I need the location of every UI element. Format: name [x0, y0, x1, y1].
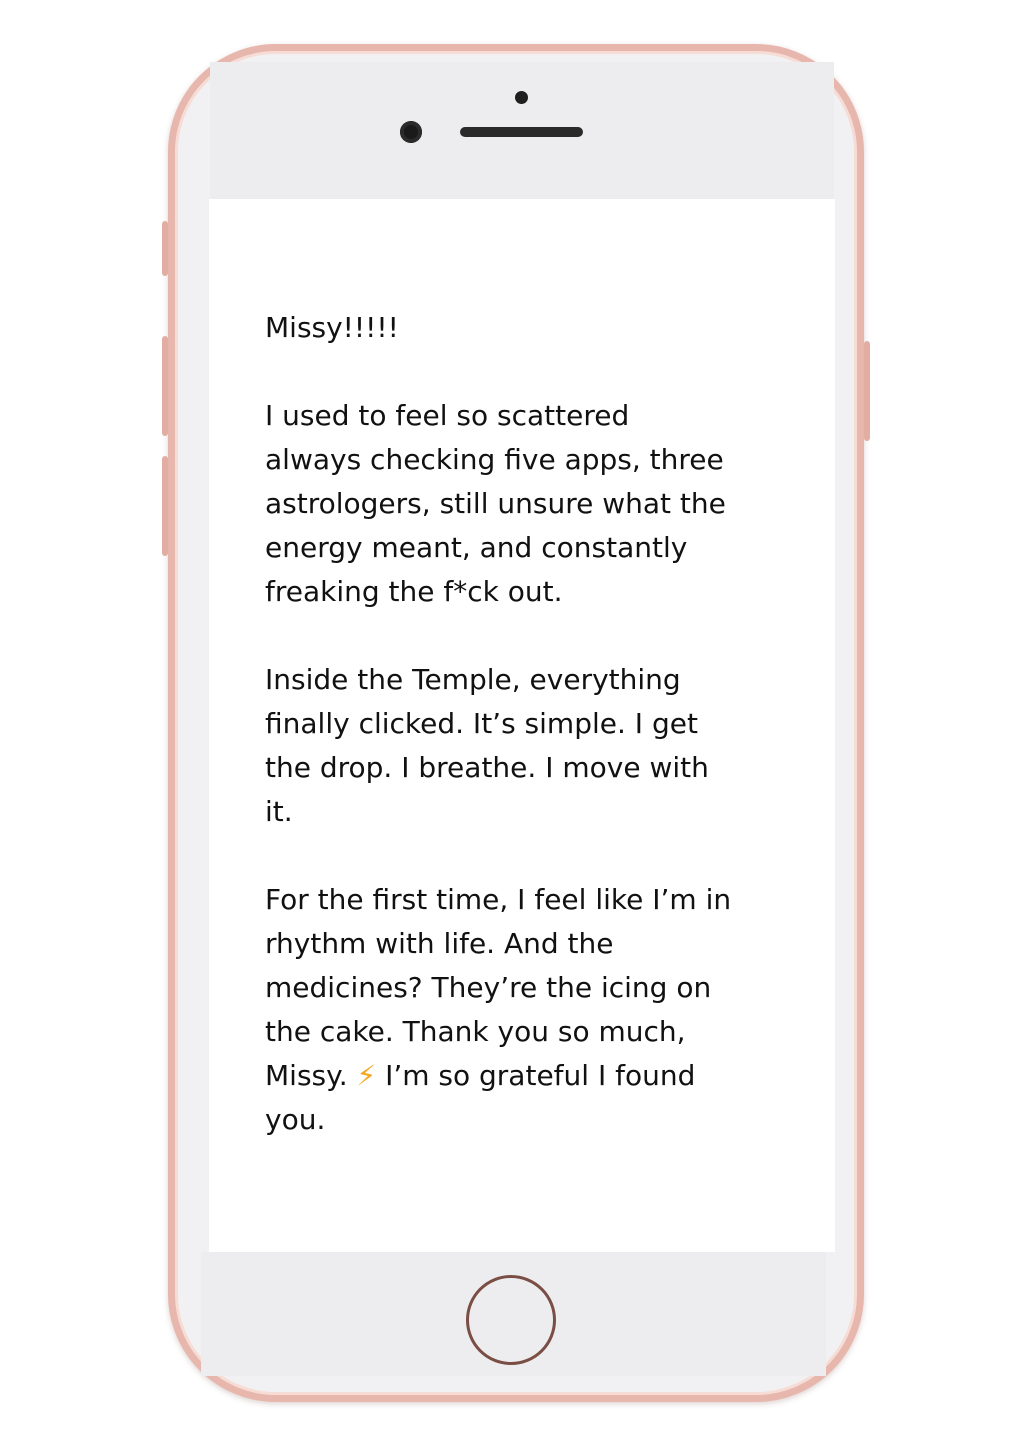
volume-up-button	[162, 336, 168, 436]
lightning-icon: ⚡	[356, 1059, 377, 1092]
message-greeting: Missy!!!!!	[265, 311, 399, 344]
message-paragraph-3-start: For the first time, I feel like I’m in rhythm with life. And the medicines? They’re the icing on the cake. Thank you so much, Missy.	[265, 883, 732, 1092]
power-button	[864, 341, 870, 441]
front-camera-icon	[400, 121, 422, 143]
testimonial-message	[265, 306, 785, 1142]
message-paragraph-1: I used to feel so scattered always checking five apps, three astrologers, still unsure what the energy meant, and constantly freaking the f*ck out.	[265, 399, 726, 608]
mute-switch	[162, 221, 168, 276]
message-paragraph-3-end: I’m so grateful I found you.	[265, 1059, 696, 1136]
earpiece-speaker-icon	[460, 127, 583, 137]
proximity-sensor-icon	[515, 91, 528, 104]
volume-down-button	[162, 456, 168, 556]
home-button[interactable]	[466, 1275, 556, 1365]
message-paragraph-2: Inside the Temple, everything finally clicked. It’s simple. I get the drop. I breathe. I move with it.	[265, 663, 709, 828]
message-paragraph-3	[265, 878, 785, 1142]
